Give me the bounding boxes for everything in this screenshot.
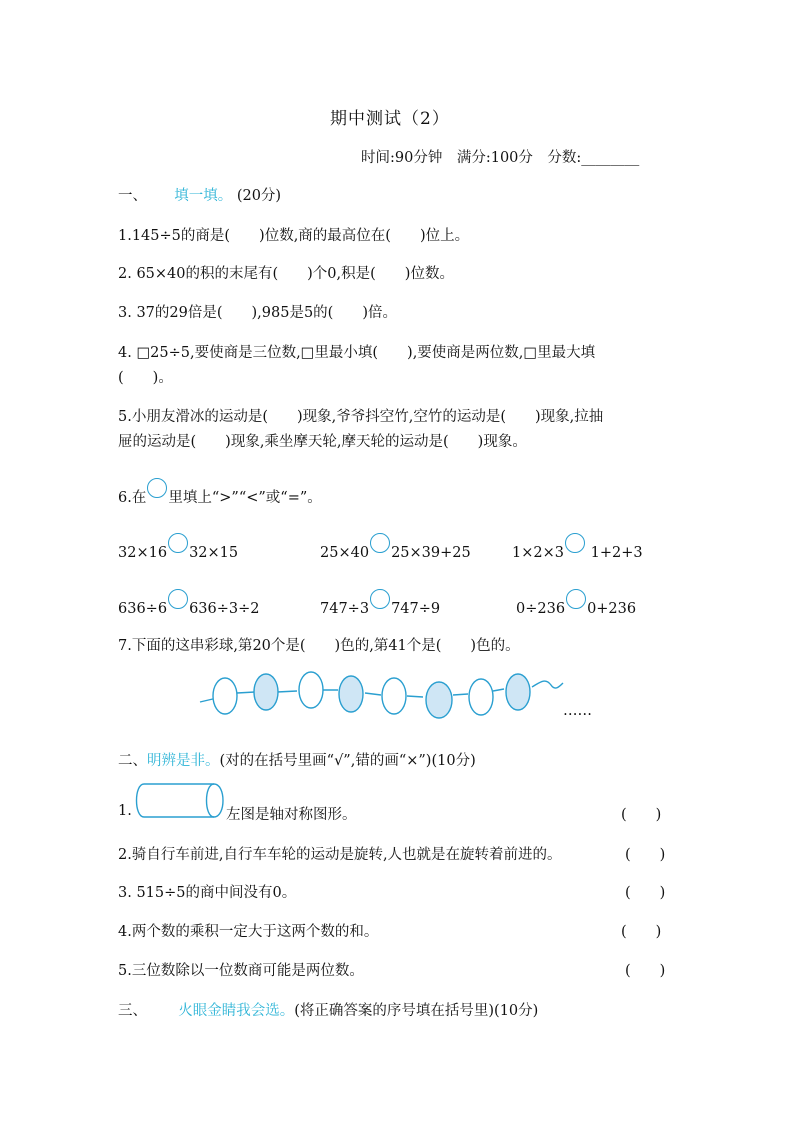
question-3: 3. 37的29倍是( ),985是5的( )倍。 [118, 305, 397, 321]
judge-item-3-paren[interactable]: ( ) [625, 885, 666, 901]
compare-left: 32×16 [118, 545, 168, 561]
question-6-suffix: 里填上“>”“<”或“=”。 [168, 490, 322, 506]
compare-circle[interactable] [168, 589, 188, 609]
compare-right: 32×15 [189, 545, 239, 561]
judge-item-2-paren[interactable]: ( ) [625, 847, 666, 863]
compare-right: 747÷9 [391, 601, 441, 617]
compare-right: 25×39+25 [391, 545, 471, 561]
judge-item-5: 5.三位数除以一位数商可能是两位数。 [118, 963, 364, 979]
balloon-blue [506, 674, 530, 710]
question-5-line-1: 5.小朋友滑冰的运动是( )现象,爷爷抖空竹,空竹的运动是( )现象,拉抽 [118, 409, 604, 425]
judge-number: 1. [118, 803, 132, 819]
judge-item-3: 3. 515÷5的商中间没有0。 [118, 885, 297, 901]
balloon-blue [254, 674, 278, 710]
compare-circle[interactable] [168, 533, 188, 553]
compare-right: 1+2+3 [585, 545, 643, 561]
compare-item-5 [320, 589, 440, 617]
judge-item-1 [118, 803, 132, 819]
judge-item-2: 2.骑自行车前进,自行车车轮的运动是旋转,人也就是在旋转着前进的。 [118, 847, 562, 863]
compare-item-1 [118, 533, 238, 561]
balloon-blue [426, 682, 452, 718]
balloon-string-figure [195, 665, 575, 725]
section-3-title: 火眼金睛我会选。 [178, 1003, 295, 1019]
question-5-line-2: 屉的运动是( )现象,乘坐摩天轮,摩天轮的运动是( )现象。 [118, 434, 527, 450]
judge-item-1-paren[interactable]: ( ) [621, 807, 662, 823]
compare-circle[interactable] [370, 533, 390, 553]
question-6-prefix: 6.在 [118, 490, 147, 506]
balloon-white [213, 678, 237, 714]
question-4-line-1: 4. □25÷5,要使商是三位数,□里最小填( ),要使商是两位数,□里最大填 [118, 345, 596, 361]
judge-item-1-text: 左图是轴对称图形。 [226, 807, 357, 823]
compare-right: 0+236 [587, 601, 637, 617]
compare-circle[interactable] [566, 589, 586, 609]
balloon-white [299, 672, 323, 708]
judge-item-4: 4.两个数的乘积一定大于这两个数的和。 [118, 924, 379, 940]
string-tail [532, 681, 563, 688]
question-2: 2. 65×40的积的末尾有( )个0,积是( )位数。 [118, 266, 454, 282]
compare-left: 747÷3 [320, 601, 370, 617]
question-4-line-2: ( )。 [118, 370, 173, 386]
compare-right: 636÷3÷2 [189, 601, 260, 617]
section-3-rest: (将正确答案的序号填在括号里)(10分) [294, 1003, 539, 1019]
compare-left: 636÷6 [118, 601, 168, 617]
compare-item-4 [118, 589, 260, 617]
section-2-rest: (对的在括号里画“√”,错的画“×”)(10分) [219, 753, 476, 769]
balloon-blue [339, 676, 363, 712]
balloon-white [469, 679, 493, 715]
compare-left: 25×40 [320, 545, 370, 561]
compare-circle[interactable] [565, 533, 585, 553]
judge-item-5-paren[interactable]: ( ) [625, 963, 666, 979]
section-2-title: 明辨是非。 [147, 753, 220, 769]
circle-blank-icon [147, 478, 167, 498]
section-3-number: 三、 [118, 1003, 147, 1019]
compare-item-3 [512, 533, 643, 561]
section-2-number: 二、 [118, 753, 147, 769]
balloon-white [382, 678, 406, 714]
section-2-heading [118, 749, 476, 770]
section-1-title: 填一填。 [174, 188, 233, 204]
section-3-heading [118, 999, 538, 1020]
page-title: 期中测试（2） [330, 109, 450, 129]
question-1: 1.145÷5的商是( )位数,商的最高位在( )位上。 [118, 228, 470, 244]
section-1-number: 一、 [118, 188, 147, 204]
question-7: 7.下面的这串彩球,第20个是( )色的,第41个是( )色的。 [118, 638, 520, 654]
compare-item-6 [516, 589, 636, 617]
balloon-ellipsis: …… [563, 703, 592, 719]
cylinder-figure-icon [132, 781, 228, 821]
section-1-score: (20分) [236, 188, 282, 204]
section-1-heading [118, 184, 281, 205]
judge-item-4-paren[interactable]: ( ) [621, 924, 662, 940]
exam-meta: 时间:90分钟 满分:100分 分数:________ [361, 150, 640, 166]
compare-left: 1×2×3 [512, 545, 564, 561]
compare-item-2 [320, 533, 471, 561]
compare-circle[interactable] [370, 589, 390, 609]
question-6 [118, 478, 322, 507]
compare-left: 0÷236 [516, 601, 566, 617]
